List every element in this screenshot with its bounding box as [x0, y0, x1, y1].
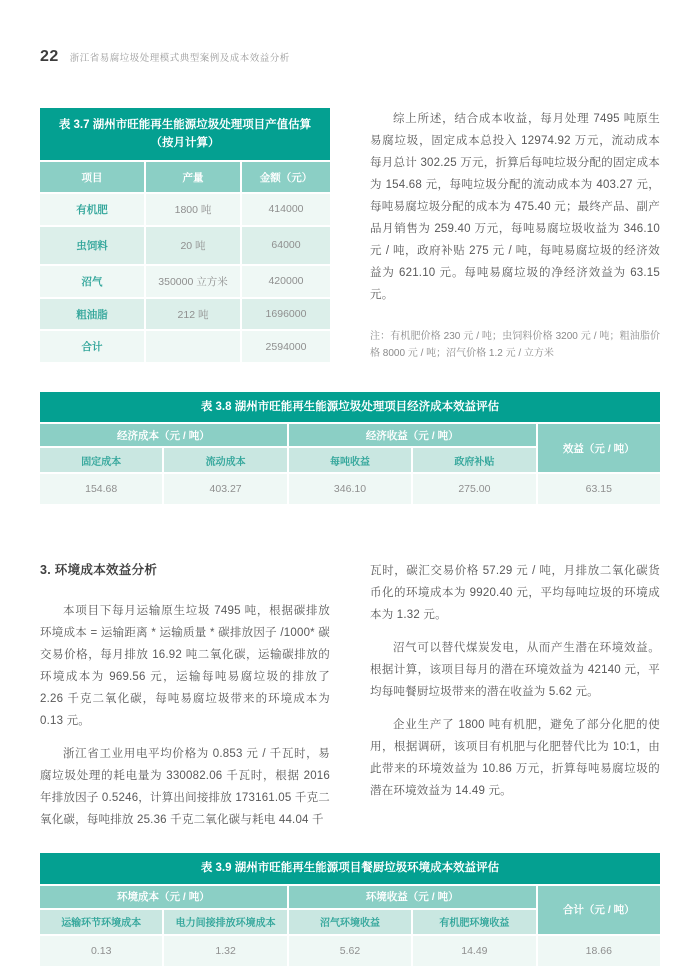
table-3-9	[40, 853, 660, 965]
table-cell: 20 吨	[146, 227, 240, 265]
table-3-7-title-line2: （按月计算）	[150, 137, 220, 150]
summary-column	[370, 108, 660, 362]
table-cell: 2594000	[242, 331, 330, 362]
environment-left-column	[40, 560, 330, 831]
table-3-7-title	[40, 108, 330, 160]
table-cell: 0.13	[40, 936, 162, 966]
paragraph-summary: 综上所述，结合成本收益，每月处理 7495 吨原生易腐垃圾，固定成本总投入 12974.92 万元，流动成本每月总计 302.25 万元，折算后每吨垃圾分配的固定成本为 154.68 元，每吨垃圾分配的流动成本为 403.27 元，每吨易腐垃圾分配的成本为 475.40 元；最终产品、副产品月销售为 259.40 万元，每吨易腐垃圾收益为 346.10 元 / 吨，政府补贴 275 元 / 吨，每吨易腐垃圾的经济效益为 621.10 元。每吨易腐垃圾的净经济效益为 63.15 元。	[370, 113, 660, 301]
table-3-8-group-income: 经济收益（元 / 吨）	[289, 424, 536, 446]
table-cell	[146, 331, 240, 362]
table-cell: 64000	[242, 227, 330, 265]
page-header	[40, 48, 660, 66]
table-cell: 63.15	[538, 474, 660, 504]
table-cell: 403.27	[164, 474, 286, 504]
environment-section	[40, 560, 660, 831]
table-cell: 虫饲料	[40, 227, 144, 265]
table-3-8-group-cost: 经济成本（元 / 吨）	[40, 424, 287, 446]
table-cell: 1800 吨	[146, 194, 240, 225]
paragraph-env-1: 本项目下每月运输原生垃圾 7495 吨，根据碳排放环境成本 = 运输距离 * 运输质量 * 碳排放因子 /1000* 碳交易价格，每月排放 16.92 吨二氧化碳，运输碳排放的环境成本为 969.56 元，运输每吨易腐垃圾的排放了 2.26 千克二氧化碳，每吨易腐垃圾带来的环境成本为 0.13 元。	[40, 605, 330, 728]
table-3-9-group-cost: 环境成本（元 / 吨）	[40, 886, 287, 908]
table-cell: 沼气	[40, 266, 144, 297]
table-3-9-group-total: 合计（元 / 吨）	[538, 886, 660, 934]
table-cell: 346.10	[289, 474, 411, 504]
table-3-7-note: 注：有机肥价格 230 元 / 吨；虫饲料价格 3200 元 / 吨；粗油脂价格 8000 元 / 吨；沼气价格 1.2 元 / 立方米	[370, 331, 660, 359]
paragraph-env-2: 浙江省工业用电平均价格为 0.853 元 / 千瓦时，易腐垃圾处理的耗电量为 330082.06 千瓦时，根据 2016 年排放因子 0.5246，计算出间接排放 173161.05 千克二氧化碳，每吨排放 25.36 千克二氧化碳与耗电 44.04 千	[40, 748, 330, 827]
table-3-9-title: 表 3.9 湖州市旺能再生能源项目餐厨垃圾环境成本效益评估	[40, 853, 660, 883]
table-cell: 粗油脂	[40, 299, 144, 330]
environment-right-column	[370, 560, 660, 831]
page-number: 22	[40, 48, 59, 65]
table-cell: 275.00	[413, 474, 535, 504]
paragraph-env-4: 企业生产了 1800 吨有机肥，避免了部分化肥的使用，根据调研，该项目有机肥与化肥替代比为 10:1，由此带来的环境效益为 10.86 万元，折算每吨易腐垃圾的潜在环境效益为 14.49 元。	[370, 719, 660, 798]
table-3-8-subheader: 每吨收益	[289, 448, 411, 472]
table-cell: 18.66	[538, 936, 660, 966]
table-3-7-header-output: 产量	[146, 162, 240, 192]
table-cell: 有机肥	[40, 194, 144, 225]
table-3-8-subheader: 固定成本	[40, 448, 162, 472]
table-3-7-header-amount: 金额（元）	[242, 162, 330, 192]
table-3-7-title-line1: 表 3.7 湖州市旺能再生能源垃圾处理项目产值估算	[58, 118, 312, 131]
paragraph-env-3: 沼气可以替代煤炭发电，从而产生潜在环境效益。根据计算，该项目每月的潜在环境效益为 42140 元，平均每吨餐厨垃圾带来的潜在收益为 5.62 元。	[370, 642, 660, 699]
table-cell: 414000	[242, 194, 330, 225]
table-3-9-subheader: 沼气环境收益	[289, 910, 411, 934]
table-cell: 420000	[242, 266, 330, 297]
section-heading: 3. 环境成本效益分析	[40, 563, 158, 578]
table-3-8	[40, 392, 660, 504]
table-cell: 14.49	[413, 936, 535, 966]
table-cell: 1696000	[242, 299, 330, 330]
table-3-8-subheader: 政府补贴	[413, 448, 535, 472]
table-3-8-subheader: 流动成本	[164, 448, 286, 472]
table-3-9-subheader: 电力间接排放环境成本	[164, 910, 286, 934]
table-cell: 1.32	[164, 936, 286, 966]
table-3-8-title: 表 3.8 湖州市旺能再生能源垃圾处理项目经济成本效益评估	[40, 392, 660, 422]
table-cell: 212 吨	[146, 299, 240, 330]
table-3-7	[40, 108, 330, 362]
table-3-9-group-income: 环境收益（元 / 吨）	[289, 886, 536, 908]
table-cell: 154.68	[40, 474, 162, 504]
table-cell: 合计	[40, 331, 144, 362]
table-3-8-group-benefit: 效益（元 / 吨）	[538, 424, 660, 472]
table-cell: 5.62	[289, 936, 411, 966]
top-section	[40, 108, 660, 362]
running-header-title: 浙江省易腐垃圾处理模式典型案例及成本效益分析	[69, 53, 290, 64]
paragraph-env-2-continued: 瓦时，碳汇交易价格 57.29 元 / 吨，月排放二氧化碳货币化的环境成本为 9920.40 元，平均每吨垃圾的环境成本为 1.32 元。	[370, 565, 660, 622]
table-3-7-header-item: 项目	[40, 162, 144, 192]
table-3-9-subheader: 运输环节环境成本	[40, 910, 162, 934]
table-3-9-subheader: 有机肥环境收益	[413, 910, 535, 934]
table-cell: 350000 立方米	[146, 266, 240, 297]
